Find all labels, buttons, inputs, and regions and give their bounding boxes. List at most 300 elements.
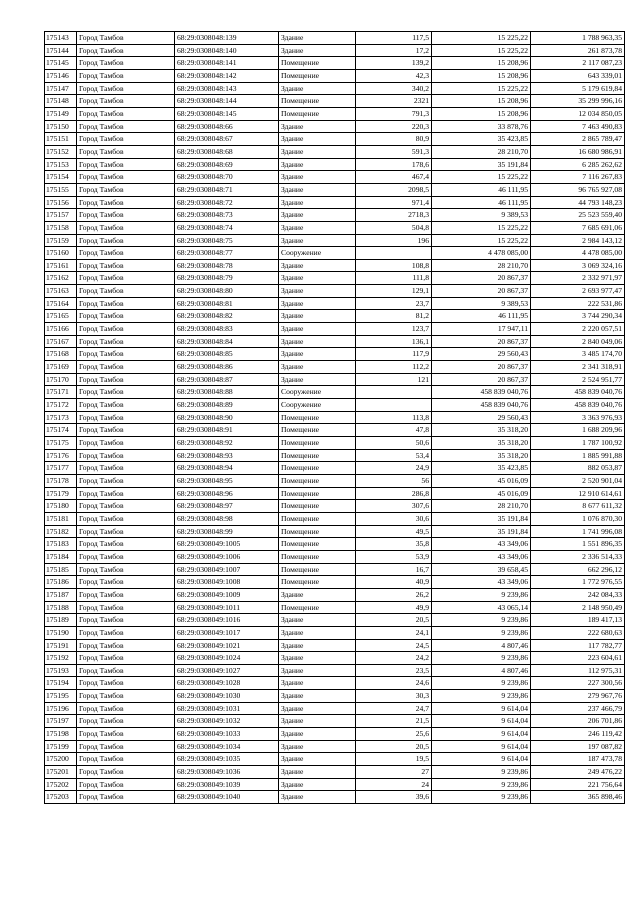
cell-cadastral-value: 3 744 290,34 xyxy=(531,310,625,323)
cell-object-type: Здание xyxy=(279,44,356,57)
cell-cadastral-number: 68:29:0308049:1007 xyxy=(175,563,279,576)
table-row xyxy=(45,32,625,45)
cell-specific-value: 15 225,22 xyxy=(432,234,531,247)
cell-specific-value: 43 349,06 xyxy=(432,576,531,589)
cell-specific-value: 20 867,37 xyxy=(432,361,531,374)
cell-area: 2321 xyxy=(356,95,432,108)
table-row xyxy=(45,399,625,412)
table-row xyxy=(45,348,625,361)
table-row xyxy=(45,462,625,475)
cell-object-type: Здание xyxy=(279,323,356,336)
table-row xyxy=(45,614,625,627)
cell-cadastral-value: 237 466,79 xyxy=(531,702,625,715)
cell-object-type: Здание xyxy=(279,361,356,374)
cell-cadastral-value: 206 701,86 xyxy=(531,715,625,728)
cell-object-type: Помещение xyxy=(279,601,356,614)
cell-municipality: Город Тамбов xyxy=(77,57,175,70)
table-row xyxy=(45,196,625,209)
cell-specific-value: 15 225,22 xyxy=(432,32,531,45)
cell-object-type: Здание xyxy=(279,626,356,639)
cell-record-id: 175178 xyxy=(45,474,77,487)
cell-specific-value: 28 210,70 xyxy=(432,259,531,272)
cell-record-id: 175198 xyxy=(45,728,77,741)
cell-municipality: Город Тамбов xyxy=(77,399,175,412)
cell-specific-value: 9 239,86 xyxy=(432,614,531,627)
cell-cadastral-number: 68:29:0308048:71 xyxy=(175,183,279,196)
cell-municipality: Город Тамбов xyxy=(77,766,175,779)
cell-municipality: Город Тамбов xyxy=(77,411,175,424)
cell-specific-value: 9 389,53 xyxy=(432,209,531,222)
cell-object-type: Здание xyxy=(279,664,356,677)
table-row xyxy=(45,386,625,399)
table-row xyxy=(45,120,625,133)
cell-cadastral-value: 2 220 057,51 xyxy=(531,323,625,336)
cell-specific-value: 4 807,46 xyxy=(432,664,531,677)
cell-record-id: 175163 xyxy=(45,285,77,298)
cell-area: 49,5 xyxy=(356,525,432,538)
cell-specific-value: 28 210,70 xyxy=(432,500,531,513)
table-row xyxy=(45,361,625,374)
cell-municipality: Город Тамбов xyxy=(77,677,175,690)
cell-cadastral-value: 1 551 896,35 xyxy=(531,538,625,551)
cell-object-type: Здание xyxy=(279,614,356,627)
table-row xyxy=(45,133,625,146)
table-row xyxy=(45,57,625,70)
cell-cadastral-number: 68:29:0308049:1032 xyxy=(175,715,279,728)
cell-area: 50,6 xyxy=(356,437,432,450)
cell-object-type: Здание xyxy=(279,348,356,361)
cell-area: 39,6 xyxy=(356,791,432,804)
cell-object-type: Здание xyxy=(279,639,356,652)
cell-area: 80,9 xyxy=(356,133,432,146)
cell-record-id: 175191 xyxy=(45,639,77,652)
table-row xyxy=(45,512,625,525)
cell-cadastral-number: 68:29:0308048:90 xyxy=(175,411,279,424)
cell-record-id: 175193 xyxy=(45,664,77,677)
table-row xyxy=(45,550,625,563)
cell-specific-value: 9 239,86 xyxy=(432,652,531,665)
cell-object-type: Здание xyxy=(279,32,356,45)
cell-object-type: Здание xyxy=(279,791,356,804)
cell-cadastral-number: 68:29:0308049:1016 xyxy=(175,614,279,627)
cell-area: 27 xyxy=(356,766,432,779)
cell-cadastral-number: 68:29:0308048:88 xyxy=(175,386,279,399)
table-row xyxy=(45,82,625,95)
table-row xyxy=(45,652,625,665)
cell-cadastral-value: 458 839 040,76 xyxy=(531,399,625,412)
cell-municipality: Город Тамбов xyxy=(77,310,175,323)
cell-area: 111,8 xyxy=(356,272,432,285)
cell-object-type: Помещение xyxy=(279,462,356,475)
cell-cadastral-value: 187 473,78 xyxy=(531,753,625,766)
cell-object-type: Здание xyxy=(279,234,356,247)
cell-municipality: Город Тамбов xyxy=(77,690,175,703)
table-row xyxy=(45,272,625,285)
cell-object-type: Здание xyxy=(279,259,356,272)
table-row xyxy=(45,639,625,652)
cell-object-type: Помещение xyxy=(279,424,356,437)
cell-area: 467,4 xyxy=(356,171,432,184)
cell-record-id: 175203 xyxy=(45,791,77,804)
cell-object-type: Здание xyxy=(279,209,356,222)
table-row xyxy=(45,69,625,82)
table-row xyxy=(45,221,625,234)
cell-object-type: Здание xyxy=(279,677,356,690)
cell-municipality: Город Тамбов xyxy=(77,285,175,298)
cell-object-type: Здание xyxy=(279,690,356,703)
cell-cadastral-number: 68:29:0308048:93 xyxy=(175,449,279,462)
cell-municipality: Город Тамбов xyxy=(77,740,175,753)
cell-record-id: 175179 xyxy=(45,487,77,500)
cell-record-id: 175189 xyxy=(45,614,77,627)
cell-object-type: Здание xyxy=(279,133,356,146)
cell-object-type: Помещение xyxy=(279,550,356,563)
cell-cadastral-value: 662 296,12 xyxy=(531,563,625,576)
cell-area: 108,8 xyxy=(356,259,432,272)
cell-area: 20,5 xyxy=(356,614,432,627)
cell-municipality: Город Тамбов xyxy=(77,373,175,386)
cell-area xyxy=(356,386,432,399)
cell-area: 24,6 xyxy=(356,677,432,690)
cell-specific-value: 46 111,95 xyxy=(432,183,531,196)
cell-municipality: Город Тамбов xyxy=(77,715,175,728)
cell-record-id: 175174 xyxy=(45,424,77,437)
cell-area: 24,5 xyxy=(356,639,432,652)
cell-cadastral-number: 68:29:0308048:145 xyxy=(175,107,279,120)
table-row xyxy=(45,247,625,260)
cell-cadastral-value: 227 300,56 xyxy=(531,677,625,690)
cell-area: 24,7 xyxy=(356,702,432,715)
cell-cadastral-number: 68:29:0308049:1008 xyxy=(175,576,279,589)
cell-municipality: Город Тамбов xyxy=(77,69,175,82)
cell-record-id: 175160 xyxy=(45,247,77,260)
cell-specific-value: 15 225,22 xyxy=(432,221,531,234)
cell-cadastral-number: 68:29:0308048:81 xyxy=(175,297,279,310)
cell-area: 53,4 xyxy=(356,449,432,462)
cell-record-id: 175194 xyxy=(45,677,77,690)
cell-object-type: Здание xyxy=(279,183,356,196)
cell-area: 40,9 xyxy=(356,576,432,589)
cell-cadastral-number: 68:29:0308048:73 xyxy=(175,209,279,222)
cell-area: 35,8 xyxy=(356,538,432,551)
table-row xyxy=(45,690,625,703)
cell-municipality: Город Тамбов xyxy=(77,297,175,310)
cell-specific-value: 43 065,14 xyxy=(432,601,531,614)
cell-cadastral-number: 68:29:0308049:1035 xyxy=(175,753,279,766)
cell-cadastral-number: 68:29:0308049:1017 xyxy=(175,626,279,639)
cell-municipality: Город Тамбов xyxy=(77,107,175,120)
cell-record-id: 175188 xyxy=(45,601,77,614)
cell-area: 24,9 xyxy=(356,462,432,475)
cell-cadastral-value: 3 069 324,16 xyxy=(531,259,625,272)
cell-object-type: Здание xyxy=(279,588,356,601)
table-row xyxy=(45,323,625,336)
table-row xyxy=(45,335,625,348)
cell-record-id: 175156 xyxy=(45,196,77,209)
cell-municipality: Город Тамбов xyxy=(77,791,175,804)
cell-record-id: 175165 xyxy=(45,310,77,323)
cell-cadastral-value: 2 984 143,12 xyxy=(531,234,625,247)
cell-object-type: Помещение xyxy=(279,57,356,70)
cell-municipality: Город Тамбов xyxy=(77,550,175,563)
cell-specific-value: 9 614,04 xyxy=(432,728,531,741)
cell-cadastral-number: 68:29:0308048:91 xyxy=(175,424,279,437)
table-row xyxy=(45,297,625,310)
cell-area: 2718,3 xyxy=(356,209,432,222)
cell-area: 286,8 xyxy=(356,487,432,500)
cell-record-id: 175173 xyxy=(45,411,77,424)
cell-cadastral-number: 68:29:0308048:74 xyxy=(175,221,279,234)
cell-specific-value: 33 878,76 xyxy=(432,120,531,133)
cell-specific-value: 20 867,37 xyxy=(432,272,531,285)
cell-area xyxy=(356,399,432,412)
cell-cadastral-value: 12 034 850,05 xyxy=(531,107,625,120)
cell-area xyxy=(356,247,432,260)
cell-record-id: 175170 xyxy=(45,373,77,386)
cell-specific-value: 9 239,86 xyxy=(432,791,531,804)
cell-municipality: Город Тамбов xyxy=(77,272,175,285)
cell-object-type: Здание xyxy=(279,145,356,158)
cell-cadastral-number: 68:29:0308048:85 xyxy=(175,348,279,361)
cell-municipality: Город Тамбов xyxy=(77,487,175,500)
cell-municipality: Город Тамбов xyxy=(77,158,175,171)
cell-record-id: 175177 xyxy=(45,462,77,475)
cell-object-type: Здание xyxy=(279,158,356,171)
cell-specific-value: 35 423,85 xyxy=(432,133,531,146)
cell-cadastral-number: 68:29:0308048:141 xyxy=(175,57,279,70)
cell-municipality: Город Тамбов xyxy=(77,601,175,614)
cell-object-type: Помещение xyxy=(279,411,356,424)
cell-specific-value: 15 225,22 xyxy=(432,171,531,184)
cell-cadastral-number: 68:29:0308048:87 xyxy=(175,373,279,386)
table-row xyxy=(45,525,625,538)
cell-municipality: Город Тамбов xyxy=(77,728,175,741)
cell-municipality: Город Тамбов xyxy=(77,500,175,513)
cell-cadastral-number: 68:29:0308048:144 xyxy=(175,95,279,108)
cell-specific-value: 46 111,95 xyxy=(432,310,531,323)
cell-specific-value: 9 239,86 xyxy=(432,766,531,779)
cell-municipality: Город Тамбов xyxy=(77,512,175,525)
cell-area: 26,2 xyxy=(356,588,432,601)
cell-cadastral-number: 68:29:0308048:143 xyxy=(175,82,279,95)
cell-specific-value: 9 614,04 xyxy=(432,740,531,753)
cell-area: 117,5 xyxy=(356,32,432,45)
cell-cadastral-value: 223 604,61 xyxy=(531,652,625,665)
table-body xyxy=(45,32,625,804)
cell-specific-value: 9 239,86 xyxy=(432,588,531,601)
cell-record-id: 175168 xyxy=(45,348,77,361)
cell-object-type: Помещение xyxy=(279,525,356,538)
cell-record-id: 175192 xyxy=(45,652,77,665)
cell-cadastral-value: 2 520 901,04 xyxy=(531,474,625,487)
cell-cadastral-value: 2 840 049,06 xyxy=(531,335,625,348)
table-row xyxy=(45,500,625,513)
cell-specific-value: 15 225,22 xyxy=(432,82,531,95)
table-row xyxy=(45,234,625,247)
cell-specific-value: 45 016,09 xyxy=(432,487,531,500)
cell-cadastral-number: 68:29:0308049:1039 xyxy=(175,778,279,791)
cell-record-id: 175150 xyxy=(45,120,77,133)
cell-municipality: Город Тамбов xyxy=(77,234,175,247)
cell-cadastral-value: 2 117 087,23 xyxy=(531,57,625,70)
cell-object-type: Помещение xyxy=(279,69,356,82)
cell-cadastral-value: 222 531,86 xyxy=(531,297,625,310)
cell-cadastral-value: 7 685 691,06 xyxy=(531,221,625,234)
cell-area: 16,7 xyxy=(356,563,432,576)
table-row xyxy=(45,209,625,222)
cell-object-type: Здание xyxy=(279,196,356,209)
cell-object-type: Сооружение xyxy=(279,386,356,399)
cell-cadastral-value: 189 417,13 xyxy=(531,614,625,627)
cadastral-value-table xyxy=(44,31,625,804)
cell-specific-value: 15 208,96 xyxy=(432,57,531,70)
cell-record-id: 175175 xyxy=(45,437,77,450)
table-row xyxy=(45,728,625,741)
cell-area: 220,3 xyxy=(356,120,432,133)
cell-specific-value: 9 614,04 xyxy=(432,702,531,715)
cell-cadastral-number: 68:29:0308048:96 xyxy=(175,487,279,500)
cell-cadastral-value: 2 336 514,33 xyxy=(531,550,625,563)
cell-cadastral-number: 68:29:0308048:69 xyxy=(175,158,279,171)
cell-cadastral-value: 1 076 870,30 xyxy=(531,512,625,525)
cell-cadastral-value: 458 839 040,76 xyxy=(531,386,625,399)
cell-area: 504,8 xyxy=(356,221,432,234)
cell-municipality: Город Тамбов xyxy=(77,335,175,348)
table-row xyxy=(45,576,625,589)
cell-municipality: Город Тамбов xyxy=(77,183,175,196)
cell-municipality: Город Тамбов xyxy=(77,196,175,209)
table-row xyxy=(45,487,625,500)
cell-municipality: Город Тамбов xyxy=(77,348,175,361)
cell-specific-value: 35 318,20 xyxy=(432,449,531,462)
cell-cadastral-number: 68:29:0308048:66 xyxy=(175,120,279,133)
cell-object-type: Помещение xyxy=(279,563,356,576)
cell-specific-value: 9 239,86 xyxy=(432,778,531,791)
table-row xyxy=(45,601,625,614)
cell-area: 47,8 xyxy=(356,424,432,437)
cell-object-type: Здание xyxy=(279,753,356,766)
table-row xyxy=(45,424,625,437)
cell-cadastral-value: 1 741 996,08 xyxy=(531,525,625,538)
cell-record-id: 175147 xyxy=(45,82,77,95)
table-row xyxy=(45,107,625,120)
cell-cadastral-number: 68:29:0308048:95 xyxy=(175,474,279,487)
cell-object-type: Здание xyxy=(279,221,356,234)
cell-area: 139,2 xyxy=(356,57,432,70)
cell-cadastral-number: 68:29:0308048:82 xyxy=(175,310,279,323)
cell-cadastral-number: 68:29:0308049:1031 xyxy=(175,702,279,715)
cell-record-id: 175196 xyxy=(45,702,77,715)
cell-area: 53,9 xyxy=(356,550,432,563)
cell-specific-value: 9 239,86 xyxy=(432,690,531,703)
cell-cadastral-value: 261 873,78 xyxy=(531,44,625,57)
cell-specific-value: 35 191,84 xyxy=(432,525,531,538)
cell-object-type: Помещение xyxy=(279,95,356,108)
cell-cadastral-number: 68:29:0308049:1011 xyxy=(175,601,279,614)
cell-cadastral-number: 68:29:0308048:89 xyxy=(175,399,279,412)
cell-municipality: Город Тамбов xyxy=(77,95,175,108)
cell-specific-value: 4 478 085,00 xyxy=(432,247,531,260)
cell-specific-value: 15 208,96 xyxy=(432,69,531,82)
cell-specific-value: 15 208,96 xyxy=(432,107,531,120)
cell-cadastral-number: 68:29:0308048:75 xyxy=(175,234,279,247)
cell-cadastral-value: 365 898,46 xyxy=(531,791,625,804)
cell-cadastral-value: 246 119,42 xyxy=(531,728,625,741)
cell-cadastral-number: 68:29:0308048:77 xyxy=(175,247,279,260)
cell-cadastral-value: 222 680,63 xyxy=(531,626,625,639)
cell-record-id: 175146 xyxy=(45,69,77,82)
cell-cadastral-value: 2 693 977,47 xyxy=(531,285,625,298)
cell-area: 178,6 xyxy=(356,158,432,171)
cell-cadastral-value: 249 476,22 xyxy=(531,766,625,779)
cell-record-id: 175202 xyxy=(45,778,77,791)
cell-cadastral-value: 2 865 789,47 xyxy=(531,133,625,146)
cell-area: 121 xyxy=(356,373,432,386)
cell-cadastral-value: 4 478 085,00 xyxy=(531,247,625,260)
cell-specific-value: 20 867,37 xyxy=(432,335,531,348)
table-row xyxy=(45,411,625,424)
cell-specific-value: 20 867,37 xyxy=(432,373,531,386)
cell-municipality: Город Тамбов xyxy=(77,44,175,57)
table-row xyxy=(45,158,625,171)
cell-cadastral-number: 68:29:0308048:72 xyxy=(175,196,279,209)
cell-record-id: 175161 xyxy=(45,259,77,272)
cell-cadastral-value: 2 148 950,49 xyxy=(531,601,625,614)
cell-record-id: 175145 xyxy=(45,57,77,70)
table-row xyxy=(45,44,625,57)
cell-specific-value: 35 191,84 xyxy=(432,512,531,525)
cell-cadastral-number: 68:29:0308049:1009 xyxy=(175,588,279,601)
cell-specific-value: 9 614,04 xyxy=(432,715,531,728)
cell-area: 136,1 xyxy=(356,335,432,348)
cell-object-type: Помещение xyxy=(279,538,356,551)
cell-specific-value: 35 423,85 xyxy=(432,462,531,475)
cell-specific-value: 39 658,45 xyxy=(432,563,531,576)
cell-record-id: 175182 xyxy=(45,525,77,538)
cell-cadastral-number: 68:29:0308049:1024 xyxy=(175,652,279,665)
cell-area: 196 xyxy=(356,234,432,247)
cell-record-id: 175158 xyxy=(45,221,77,234)
cell-record-id: 175181 xyxy=(45,512,77,525)
cell-record-id: 175185 xyxy=(45,563,77,576)
cell-cadastral-value: 279 967,76 xyxy=(531,690,625,703)
cell-area: 591,3 xyxy=(356,145,432,158)
cell-municipality: Город Тамбов xyxy=(77,32,175,45)
cell-municipality: Город Тамбов xyxy=(77,652,175,665)
cell-specific-value: 15 208,96 xyxy=(432,95,531,108)
cell-cadastral-value: 1 885 991,88 xyxy=(531,449,625,462)
table-row xyxy=(45,626,625,639)
cell-municipality: Город Тамбов xyxy=(77,386,175,399)
cell-specific-value: 43 349,06 xyxy=(432,550,531,563)
cell-cadastral-number: 68:29:0308048:68 xyxy=(175,145,279,158)
cell-cadastral-value: 1 772 976,55 xyxy=(531,576,625,589)
cell-record-id: 175199 xyxy=(45,740,77,753)
cell-record-id: 175187 xyxy=(45,588,77,601)
cell-object-type: Здание xyxy=(279,335,356,348)
cell-record-id: 175152 xyxy=(45,145,77,158)
table-row xyxy=(45,677,625,690)
cell-object-type: Здание xyxy=(279,766,356,779)
cell-specific-value: 9 239,86 xyxy=(432,626,531,639)
cell-area: 971,4 xyxy=(356,196,432,209)
cell-municipality: Город Тамбов xyxy=(77,323,175,336)
cell-object-type: Помещение xyxy=(279,474,356,487)
cell-area: 340,2 xyxy=(356,82,432,95)
cell-area: 21,5 xyxy=(356,715,432,728)
cell-area: 24,2 xyxy=(356,652,432,665)
cell-object-type: Здание xyxy=(279,171,356,184)
